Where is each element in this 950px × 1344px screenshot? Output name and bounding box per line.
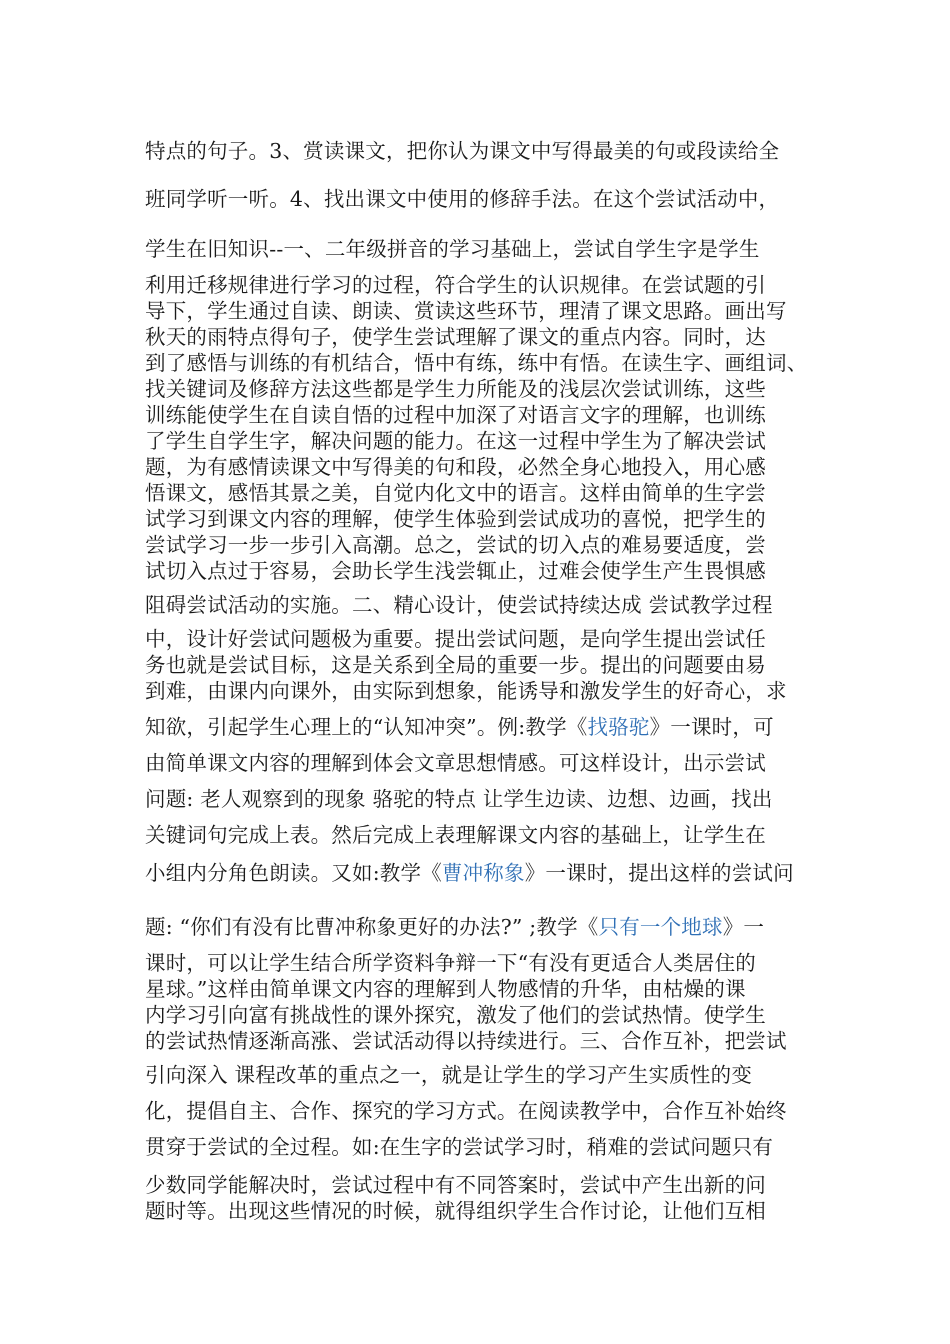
- text-line: 利用迁移规律进行学习的过程，符合学生的认识规律。在尝试题的引: [145, 273, 766, 297]
- text-line: 尝试学习一步一步引入高潮。总之，尝试的切入点的难易要适度，尝: [145, 533, 766, 557]
- text-line: 务也就是尝试目标，这是关系到全局的重要一步。提出的问题要由易: [145, 653, 766, 677]
- text-line: 贯穿于尝试的全过程。如:在生字的尝试学习时，稍难的尝试问题只有: [145, 1135, 774, 1159]
- text-line: [145, 714, 815, 740]
- text-line: 班同学听一听。4、找出课文中使用的修辞手法。在这个尝试活动中，: [145, 187, 780, 211]
- text-line: [145, 860, 815, 886]
- text-line: 由简单课文内容的理解到体会文章思想情感。可这样设计，出示尝试: [145, 751, 766, 775]
- lesson-link-one-earth[interactable]: 只有一个地球: [598, 915, 723, 939]
- text-line: 问题: 老人观察到的现象 骆驼的特点 让学生边读、边想、边画，找出: [145, 787, 773, 811]
- text-line: 试切入点过于容易，会助长学生浅尝辄止，过难会使学生产生畏惧感: [145, 559, 766, 583]
- text-line: 少数同学能解决时，尝试过程中有不同答案时，尝试中产生出新的问: [145, 1173, 766, 1197]
- text-segment: 》一: [722, 915, 765, 939]
- lesson-link-find-camel[interactable]: 找骆驼: [587, 715, 650, 739]
- text-segment: 知欲，引起学生心理上的“认知冲突”。例:教学《: [145, 715, 588, 739]
- text-segment: 小组内分角色朗读。又如:教学《: [145, 861, 442, 885]
- text-line: 中，设计好尝试问题极为重要。提出尝试问题，是向学生提出尝试任: [145, 627, 766, 651]
- text-segment: 题: “你们有没有比曹冲称象更好的办法?” ;教学《: [145, 915, 599, 939]
- text-line: 训练能使学生在自读自悟的过程中加深了对语言文字的理解，也训练: [145, 403, 766, 427]
- text-line: 特点的句子。3、赏读课文，把你认为课文中写得最美的句或段读给全: [145, 139, 780, 163]
- text-line: 学生在旧知识--一、二年级拼音的学习基础上，尝试自学生字是学生: [145, 237, 760, 261]
- text-line: 化，提倡自主、合作、探究的学习方式。在阅读教学中，合作互补始终: [145, 1099, 787, 1123]
- text-line: 了学生自学生字，解决问题的能力。在这一过程中学生为了解决尝试: [145, 429, 766, 453]
- text-line: 星球。”这样由简单课文内容的理解到人物感情的升华，由枯燥的课: [145, 977, 746, 1001]
- text-line: 阻碍尝试活动的实施。二、精心设计，使尝试持续达成 尝试教学过程: [145, 593, 773, 617]
- lesson-link-cao-chong[interactable]: 曹冲称象: [441, 861, 525, 885]
- text-line: 到难，由课内向课外，由实际到想象，能诱导和激发学生的好奇心，求: [145, 679, 787, 703]
- text-line: 内学习引向富有挑战性的课外探究，激发了他们的尝试热情。使学生: [145, 1003, 766, 1027]
- text-line: 的尝试热情逐渐高涨、尝试活动得以持续进行。三、合作互补，把尝试: [145, 1029, 787, 1053]
- text-line: 关键词句完成上表。然后完成上表理解课文内容的基础上，让学生在: [145, 823, 766, 847]
- text-line: 题，为有感情读课文中写得美的句和段，必然全身心地投入，用心感: [145, 455, 766, 479]
- text-line: 引向深入 课程改革的重点之一，就是让学生的学习产生实质性的变: [145, 1063, 753, 1087]
- text-line: 到了感悟与训练的有机结合，悟中有练，练中有悟。在读生字、画组词、: [145, 351, 808, 375]
- text-line: 课时，可以让学生结合所学资料争辩一下“有没有更适合人类居住的: [145, 951, 756, 975]
- text-line: 悟课文，感悟其景之美，自觉内化文中的语言。这样由简单的生字尝: [145, 481, 766, 505]
- text-line: 试学习到课文内容的理解，使学生体验到尝试成功的喜悦，把学生的: [145, 507, 766, 531]
- text-line: 导下，学生通过自读、朗读、赏读这些环节，理清了课文思路。画出写: [145, 299, 787, 323]
- text-line: 找关键词及修辞方法这些都是学生力所能及的浅层次尝试训练，这些: [145, 377, 766, 401]
- text-segment: 》一课时，提出这样的尝试问: [524, 861, 794, 885]
- text-line: 题时等。出现这些情况的时候，就得组织学生合作讨论，让他们互相: [145, 1199, 766, 1223]
- text-segment: 》一课时，可: [649, 715, 774, 739]
- text-line: [145, 914, 815, 940]
- text-line: 秋天的雨特点得句子，使学生尝试理解了课文的重点内容。同时，达: [145, 325, 766, 349]
